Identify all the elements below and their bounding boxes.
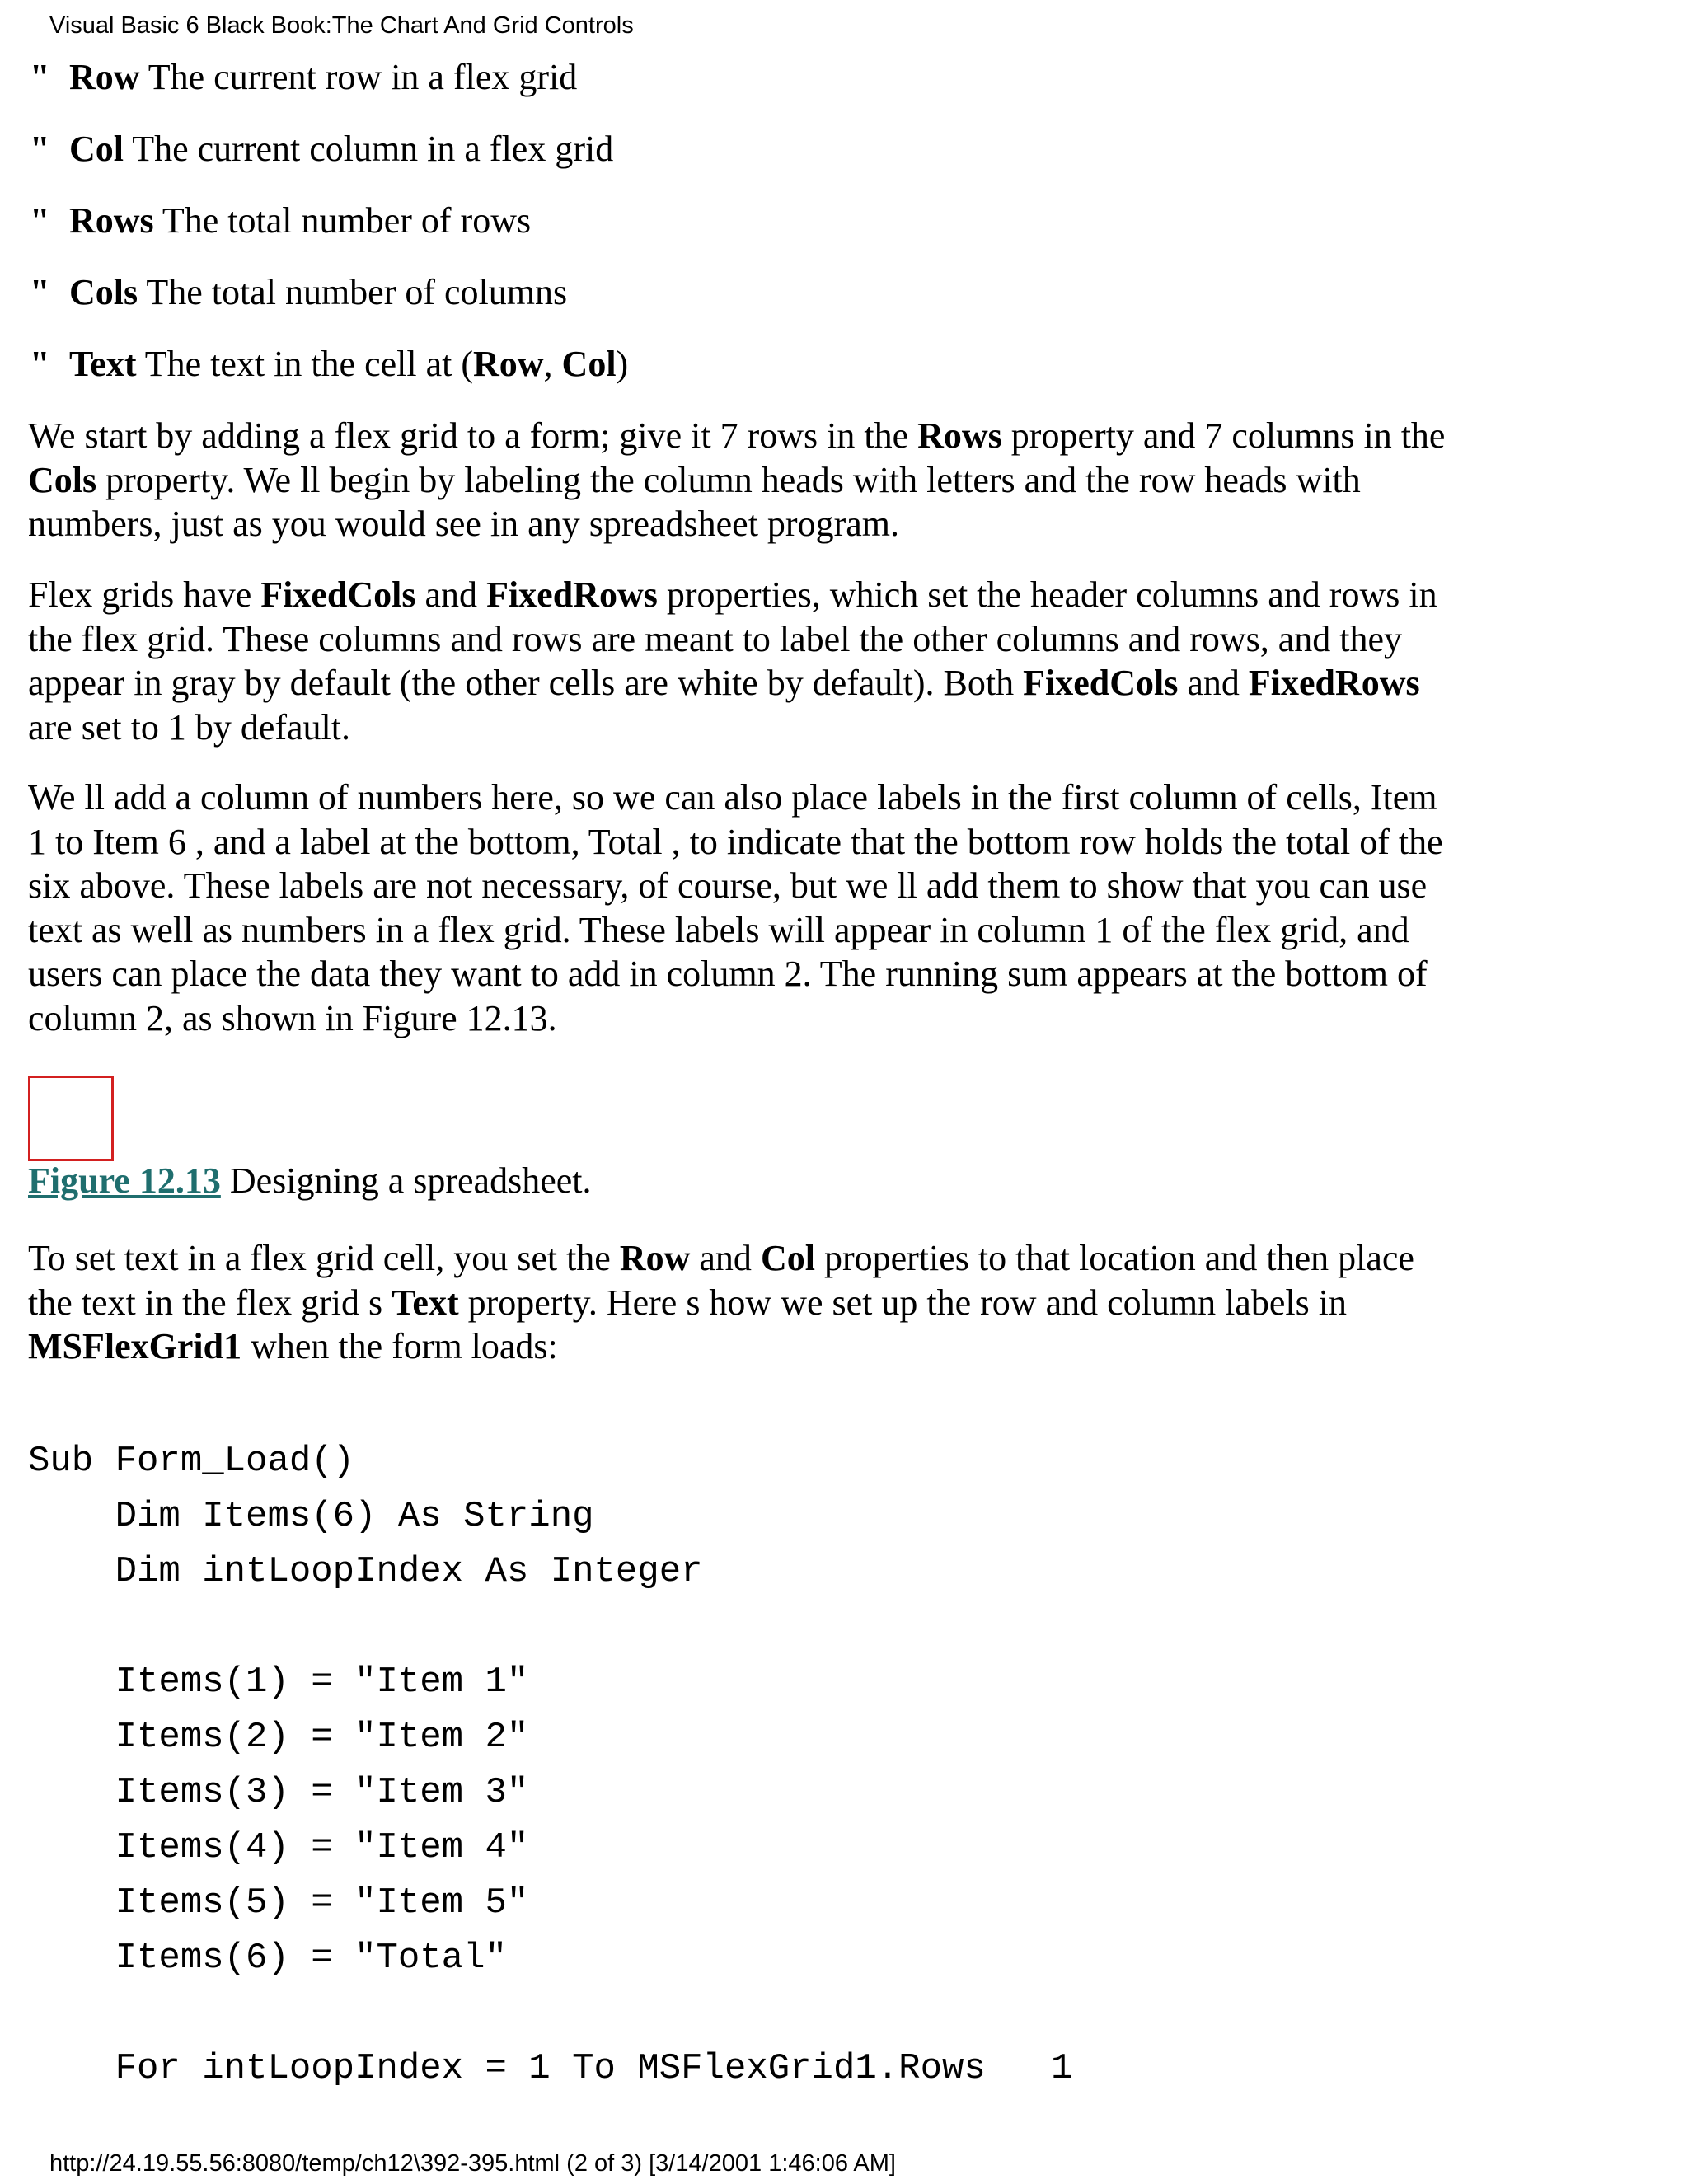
property-term: Col [69,129,124,169]
text-run: Flex grids have [28,574,261,615]
property-term: Cols [69,272,138,312]
code-line: For intLoopIndex = 1 To MSFlexGrid1.Rows 1 [28,2048,1073,2089]
bold-term: Text [392,1282,459,1323]
code-line: Items(1) = "Item 1" [28,1661,529,1703]
code-line: Items(4) = "Item 4" [28,1827,529,1868]
bold-term: Cols [28,459,97,500]
text-run: properties, which set the header columns and rows in the flex grid. These columns and rows are meant to label the other columns and rows, and they appear in gray by default (the other cells are white by default). Both [28,574,1437,703]
property-term: Row [472,344,544,384]
figure-link[interactable]: Figure 12.13 [28,1160,221,1201]
bold-term: FixedRows [486,574,658,615]
code-line: Items(2) = "Item 2" [28,1717,529,1758]
list-item [30,340,1596,411]
property-desc: The current row in a flex grid [139,57,578,97]
property-term: Text [69,344,137,384]
code-line: Sub Form_Load() [28,1441,355,1482]
property-term: Row [69,57,140,97]
code-line: Items(5) = "Item 5" [28,1882,529,1924]
property-desc: The total number of rows [153,200,532,241]
bullet-mark: " [30,200,50,241]
paragraph-labels [28,776,1446,1040]
list-item [30,268,1596,340]
bullet-mark: " [30,129,50,169]
property-term: Col [561,344,617,384]
code-line: Dim Items(6) As String [28,1496,594,1537]
bold-term: Rows [917,415,1002,456]
bold-term: FixedCols [1023,663,1179,703]
text-run: property. We ll begin by labeling the column heads with letters and the row heads with numbers, just as you would see in any spreadsheet program. [28,459,1361,544]
property-list [30,53,1596,411]
bullet-mark: " [30,272,50,312]
text-run: and [690,1238,761,1278]
bold-term: FixedRows [1248,663,1420,703]
list-item [30,196,1596,268]
property-term: Rows [69,200,154,241]
text-run: are set to 1 by default. [28,706,350,748]
figure-caption-text: Designing a spreadsheet. [220,1160,592,1201]
text-run: We start by adding a flex grid to a form; give it 7 rows in the [28,415,918,456]
page-header: Visual Basic 6 Black Book:The Chart And Grid Controls [49,12,634,39]
bold-term: Col [760,1238,815,1278]
text-run: and [415,574,487,615]
code-line: Items(6) = "Total" [28,1938,507,1979]
closing-paren: ) [616,344,629,384]
separator: , [543,344,562,384]
code-line: Dim intLoopIndex As Integer [28,1551,703,1592]
list-item [30,53,1596,124]
paragraph-set-text [28,1236,1446,1369]
paragraph-fixed-cols [28,573,1446,749]
paragraph-rows-cols [28,414,1446,546]
bold-term: MSFlexGrid1 [28,1326,242,1366]
bullet-mark: " [30,57,50,97]
text-run: property. Here s how we set up the row and column labels in [458,1282,1347,1323]
bullet-mark: " [30,344,50,384]
list-item [30,124,1596,196]
bold-term: Row [619,1238,691,1278]
text-run: We ll add a column of numbers here, so we can also place labels in the first column of cells, Item 1 to Item 6 , and a label at the bottom, Total , to indicate that the bottom row holds the total of the six above. These labels are not necessary, of course, but we ll add them to show that you can use text as well as numbers in a flex grid. These labels will appear in column 1 of the flex grid, and users can place the data they want to add in column 2. The running sum appears at the bottom of column 2, as shown in Figure 12.13. [28,777,1443,1038]
code-line: Items(3) = "Item 3" [28,1772,529,1813]
bold-term: FixedCols [260,574,416,615]
text-run: property and 7 columns in the [1001,415,1446,456]
property-desc: The current column in a flex grid [124,129,614,169]
property-desc: The text in the cell at ( [136,344,473,384]
figure-caption [28,1156,592,1206]
text-run: and [1178,663,1249,703]
text-run: properties to that location and then place the text in the flex grid s [28,1238,1414,1323]
text-run: when the form loads: [241,1326,558,1366]
text-run: To set text in a flex grid cell, you set the [28,1238,620,1278]
property-desc: The total number of columns [138,272,568,312]
page-footer-url: http://24.19.55.56:8080/temp/ch12\392-395.html (2 of 3) [3/14/2001 1:46:06 AM] [49,2150,896,2177]
broken-image-icon [28,1076,114,1161]
